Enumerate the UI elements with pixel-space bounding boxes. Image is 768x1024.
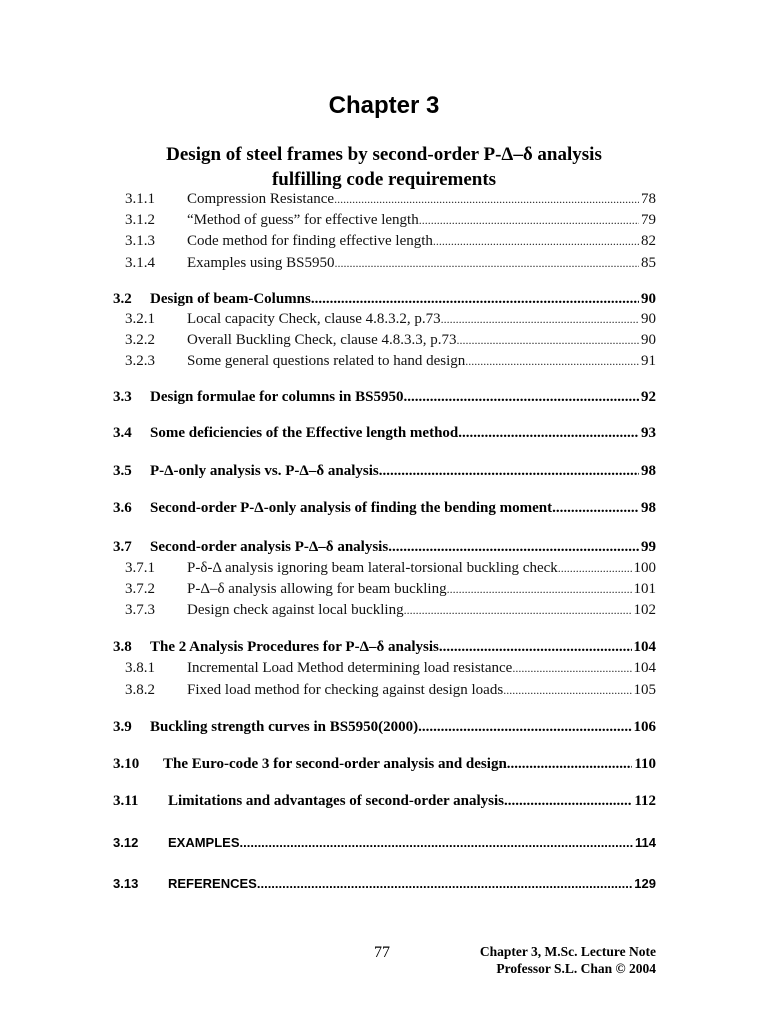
toc-entry-number: 3.8.2 [125,682,155,698]
toc-entry-number: 3.12 [113,835,139,850]
toc-entry-page: 90 [641,311,656,327]
toc-entry-page: 101 [633,581,656,597]
toc-entry-title: Limitations and advantages of second-order analysis [168,793,505,809]
toc-entry-number: 3.2.2 [125,332,155,348]
toc-entry-page: 98 [641,463,656,479]
toc-entry-title: Second-order P-Δ-only analysis of finding the bending moment [150,500,553,516]
toc-entry-3-1-1 [125,188,656,210]
toc-entry-page: 129 [634,876,656,891]
toc-entry-title: Local capacity Check, clause 4.8.3.2, p.73 [187,311,441,327]
toc-entry-number: 3.1.3 [125,233,155,249]
toc-entry-3-9 [113,716,656,738]
toc-entry-3-3 [113,386,656,408]
toc-entry-page: 79 [641,212,656,228]
toc-entry-title: Design of beam-Columns [150,291,311,307]
page-footer [480,943,656,977]
toc-entry-title: Design check against local buckling [187,602,404,618]
toc-entry-3-2-3 [125,350,656,372]
toc-entry-page: 78 [641,191,656,207]
toc-entry-title: Overall Buckling Check, clause 4.8.3.3, p.73 [187,332,457,348]
toc-entry-title: Examples using BS5950 [187,255,335,271]
toc-entry-3-2-2 [125,329,656,351]
toc-entry-number: 3.4 [113,425,132,441]
toc-leader-dots [457,329,639,351]
toc-leader-dots [512,657,631,679]
toc-leader-dots [507,753,633,775]
toc-entry-title: Incremental Load Method determining load resistance [187,660,513,676]
toc-entry-3-8-1 [125,657,656,679]
toc-entry-page: 105 [633,682,656,698]
toc-entry-number: 3.7 [113,539,132,555]
toc-entry-title: Compression Resistance [187,191,335,207]
toc-entry-page: 82 [641,233,656,249]
toc-entry-3-8 [113,636,656,658]
toc-leader-dots [335,252,639,274]
toc-entry-number: 3.6 [113,500,132,516]
toc-entry-3-12 [113,832,656,854]
toc-leader-dots [418,716,631,738]
toc-entry-number: 3.9 [113,719,132,735]
toc-entry-page: 110 [634,756,656,772]
toc-entry-number: 3.13 [113,876,139,891]
toc-entry-page: 91 [641,353,656,369]
toc-entry-3-7 [113,536,656,558]
toc-leader-dots [552,497,639,519]
toc-entry-number: 3.7.3 [125,602,155,618]
toc-entry-3-1-3 [125,230,656,252]
toc-leader-dots [433,230,639,252]
toc-leader-dots [458,422,639,444]
toc-leader-dots [403,386,639,408]
toc-entry-page: 114 [635,835,656,850]
toc-entry-title: Some general questions related to hand design [187,353,466,369]
toc-leader-dots [441,308,639,330]
toc-entry-title: Code method for finding effective length [187,233,433,249]
toc-entry-3-11 [113,790,656,812]
toc-entry-3-13 [113,873,656,895]
toc-leader-dots [379,460,639,482]
toc-entry-number: 3.1.1 [125,191,155,207]
toc-entry-number: 3.2 [113,291,132,307]
toc-entry-page: 92 [641,389,656,405]
toc-entry-number: 3.3 [113,389,132,405]
toc-entry-title: EXAMPLES [168,835,240,850]
toc-leader-dots [503,679,631,701]
toc-entry-title: P-Δ–δ analysis allowing for beam buckling [187,581,447,597]
toc-entry-3-1-2 [125,209,656,231]
toc-entry-number: 3.8 [113,639,132,655]
toc-leader-dots [311,288,639,310]
toc-entry-number: 3.7.2 [125,581,155,597]
toc-entry-title: “Method of guess” for effective length [187,212,419,228]
toc-entry-title: Buckling strength curves in BS5950(2000) [150,719,419,735]
toc-entry-page: 104 [633,660,656,676]
toc-entry-3-7-2 [125,578,656,600]
toc-entry-3-2 [113,288,656,310]
toc-entry-title: Design formulae for columns in BS5950 [150,389,404,405]
toc-entry-number: 3.8.1 [125,660,155,676]
page-number: 77 [374,944,390,961]
toc-leader-dots [404,599,632,621]
toc-entry-number: 3.11 [113,793,139,809]
toc-entry-3-7-1 [125,557,656,579]
footer-course-note: Chapter 3, M.Sc. Lecture Note [479,944,656,959]
toc-entry-number: 3.10 [113,756,140,772]
toc-entry-3-5 [113,460,656,482]
toc-leader-dots [240,832,634,854]
toc-entry-title: Second-order analysis P-Δ–δ analysis [150,539,389,555]
toc-entry-number: 3.1.2 [125,212,155,228]
toc-entry-page: 100 [633,560,656,576]
toc-entry-page: 93 [641,425,656,441]
toc-entry-title: REFERENCES [168,876,257,891]
toc-entry-number: 3.5 [113,463,132,479]
toc-entry-page: 90 [641,291,656,307]
toc-leader-dots [388,536,639,558]
toc-leader-dots [257,873,632,895]
toc-leader-dots [447,578,632,600]
toc-entry-number: 3.1.4 [125,255,155,271]
toc-entry-title: Fixed load method for checking against design loads [187,682,504,698]
toc-entry-number: 3.2.3 [125,353,155,369]
toc-entry-title: P-Δ-only analysis vs. P-Δ–δ analysis [150,463,379,479]
toc-entry-title: The Euro-code 3 for second-order analysis and design [163,756,507,772]
toc-leader-dots [419,209,639,231]
chapter-heading: Chapter 3 [328,92,440,119]
footer-author-copyright: Professor S.L. Chan © 2004 [496,961,656,976]
toc-entry-3-7-3 [125,599,656,621]
toc-entry-page: 99 [641,539,656,555]
toc-entry-number: 3.2.1 [125,311,155,327]
toc-entry-number: 3.7.1 [125,560,155,576]
toc-entry-page: 106 [633,719,656,735]
toc-leader-dots [504,790,632,812]
toc-entry-title: Some deficiencies of the Effective length method [150,425,459,441]
toc-entry-3-8-2 [125,679,656,701]
toc-leader-dots [465,350,639,372]
toc-entry-page: 112 [634,793,656,809]
toc-entry-page: 90 [641,332,656,348]
toc-entry-page: 98 [641,500,656,516]
toc-entry-3-1-4 [125,252,656,274]
toc-entry-3-10 [113,753,656,775]
toc-entry-page: 104 [633,639,656,655]
toc-leader-dots [334,188,639,210]
toc-entry-page: 85 [641,255,656,271]
toc-entry-3-4 [113,422,656,444]
toc-leader-dots [558,557,632,579]
toc-entry-page: 102 [633,602,656,618]
document-title-line-2: fulfilling code requirements [271,169,497,190]
toc-entry-3-2-1 [125,308,656,330]
toc-leader-dots [439,636,632,658]
toc-entry-3-6 [113,497,656,519]
toc-entry-title: The 2 Analysis Procedures for P-Δ–δ analysis [150,639,439,655]
document-title-line-1: Design of steel frames by second-order P-Δ–δ analysis [166,144,602,165]
toc-entry-title: P-δ-Δ analysis ignoring beam lateral-torsional buckling check [187,560,558,576]
document-title [0,142,768,192]
